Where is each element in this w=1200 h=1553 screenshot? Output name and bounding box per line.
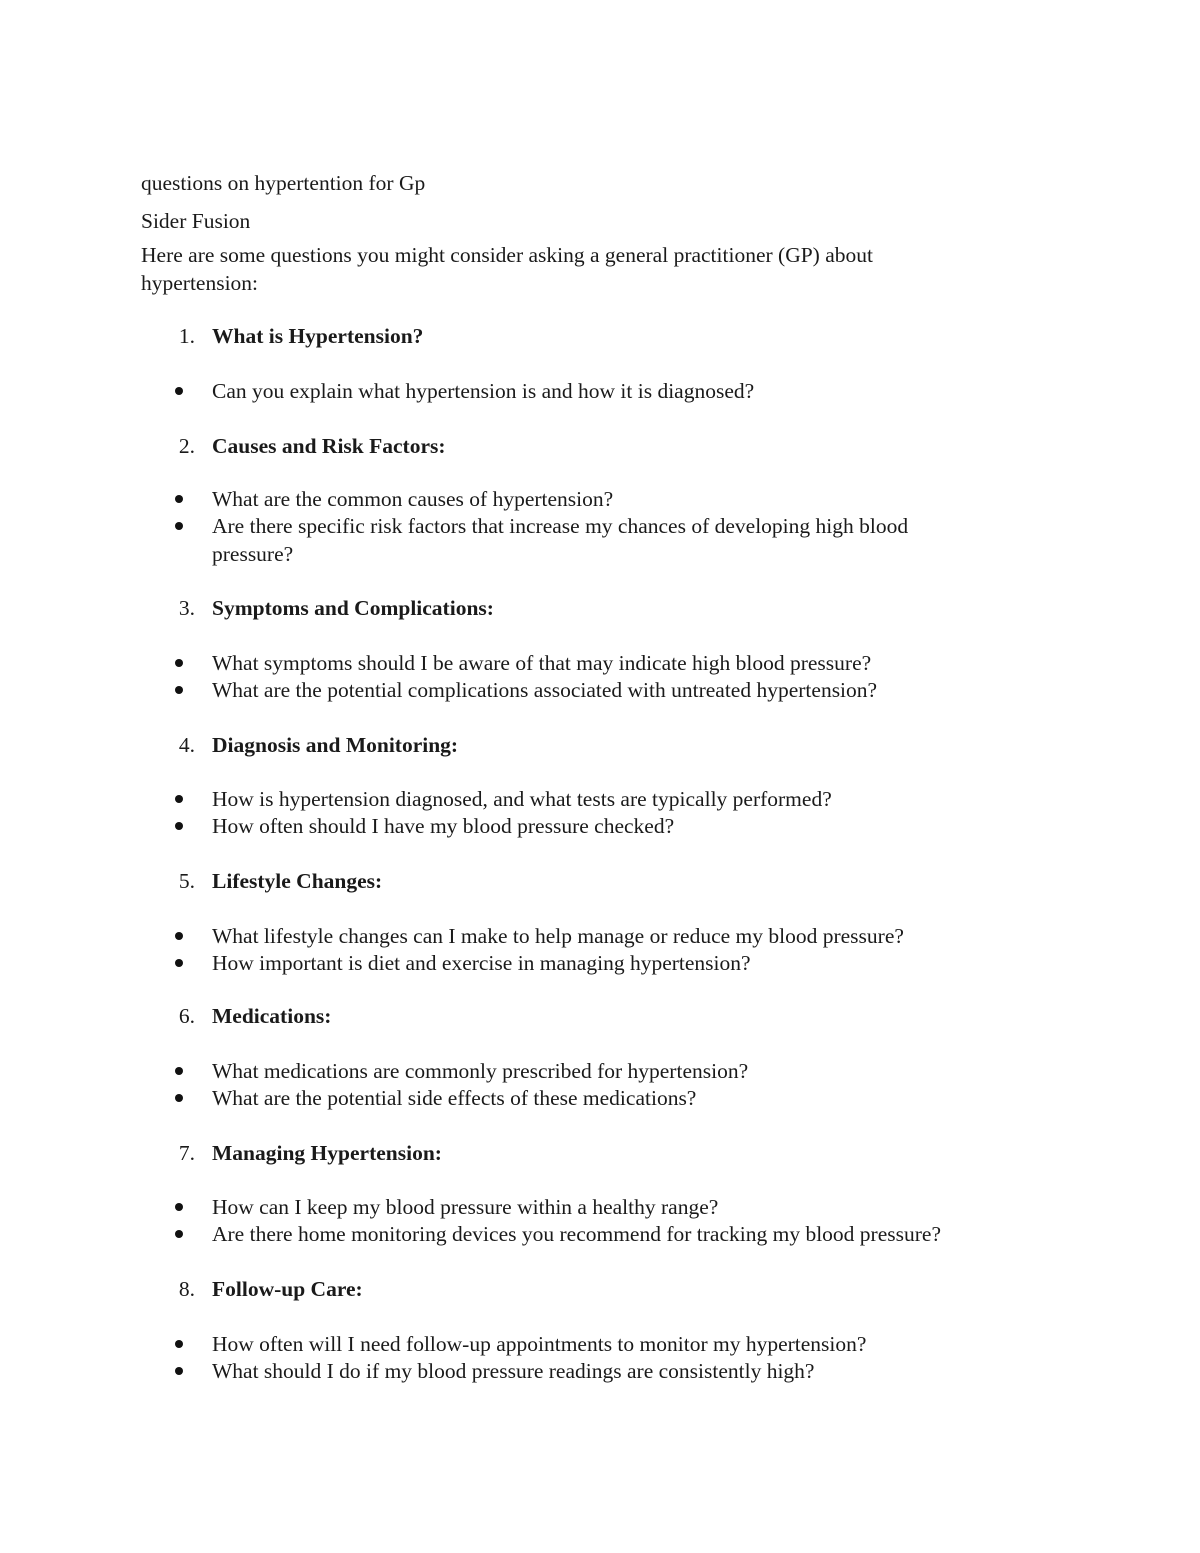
bullet-icon	[175, 822, 183, 830]
section-number: 4.	[178, 733, 195, 757]
bullet-item: How often should I have my blood pressure checked?	[212, 814, 675, 838]
section-number: 5.	[178, 869, 195, 893]
section-number: 3.	[178, 596, 195, 620]
bullet-icon	[175, 1094, 183, 1102]
bullet-item: What medications are commonly prescribed for hypertension?	[212, 1059, 749, 1083]
bullet-item: Can you explain what hypertension is and how it is diagnosed?	[212, 379, 755, 403]
bullet-item: What should I do if my blood pressure readings are consistently high?	[212, 1359, 815, 1383]
section-number: 6.	[178, 1004, 195, 1028]
bullet-item: Are there specific risk factors that increase my chances of developing high blood pressure?	[212, 514, 909, 566]
document-intro: Here are some questions you might consider asking a general practitioner (GP) about hypertension:	[141, 243, 873, 295]
section-heading: Medications:	[212, 1004, 332, 1028]
section-number: 7.	[178, 1141, 195, 1165]
bullet-item: Are there home monitoring devices you recommend for tracking my blood pressure?	[212, 1222, 941, 1246]
section-heading: Symptoms and Complications:	[212, 596, 494, 620]
bullet-item: How can I keep my blood pressure within a healthy range?	[212, 1195, 719, 1219]
bullet-icon	[175, 1203, 183, 1211]
section-number: 8.	[178, 1277, 195, 1301]
bullet-icon	[175, 795, 183, 803]
bullet-icon	[175, 1230, 183, 1238]
bullet-item: How important is diet and exercise in managing hypertension?	[212, 951, 751, 975]
bullet-icon	[175, 387, 183, 395]
bullet-item: What symptoms should I be aware of that may indicate high blood pressure?	[212, 651, 872, 675]
bullet-item: What are the common causes of hypertension?	[212, 487, 614, 511]
section-number: 1.	[178, 324, 195, 348]
section-heading: Causes and Risk Factors:	[212, 434, 446, 458]
section-heading: Follow-up Care:	[212, 1277, 363, 1301]
bullet-item: What lifestyle changes can I make to help manage or reduce my blood pressure?	[212, 924, 904, 948]
bullet-icon	[175, 1367, 183, 1375]
document-author: Sider Fusion	[141, 209, 251, 233]
bullet-icon	[175, 959, 183, 967]
bullet-item: What are the potential complications associated with untreated hypertension?	[212, 678, 878, 702]
section-heading: Managing Hypertension:	[212, 1141, 442, 1165]
bullet-icon	[175, 659, 183, 667]
section-heading: Diagnosis and Monitoring:	[212, 733, 459, 757]
bullet-icon	[175, 1067, 183, 1075]
section-heading: What is Hypertension?	[212, 324, 424, 348]
bullet-icon	[175, 1340, 183, 1348]
bullet-item: How is hypertension diagnosed, and what tests are typically performed?	[212, 787, 832, 811]
bullet-item: How often will I need follow-up appointments to monitor my hypertension?	[212, 1332, 867, 1356]
bullet-icon	[175, 932, 183, 940]
section-number: 2.	[178, 434, 195, 458]
section-heading: Lifestyle Changes:	[212, 869, 383, 893]
bullet-icon	[175, 495, 183, 503]
document-title: questions on hypertention for Gp	[141, 171, 426, 195]
bullet-icon	[175, 686, 183, 694]
bullet-icon	[175, 522, 183, 530]
bullet-item: What are the potential side effects of these medications?	[212, 1086, 697, 1110]
